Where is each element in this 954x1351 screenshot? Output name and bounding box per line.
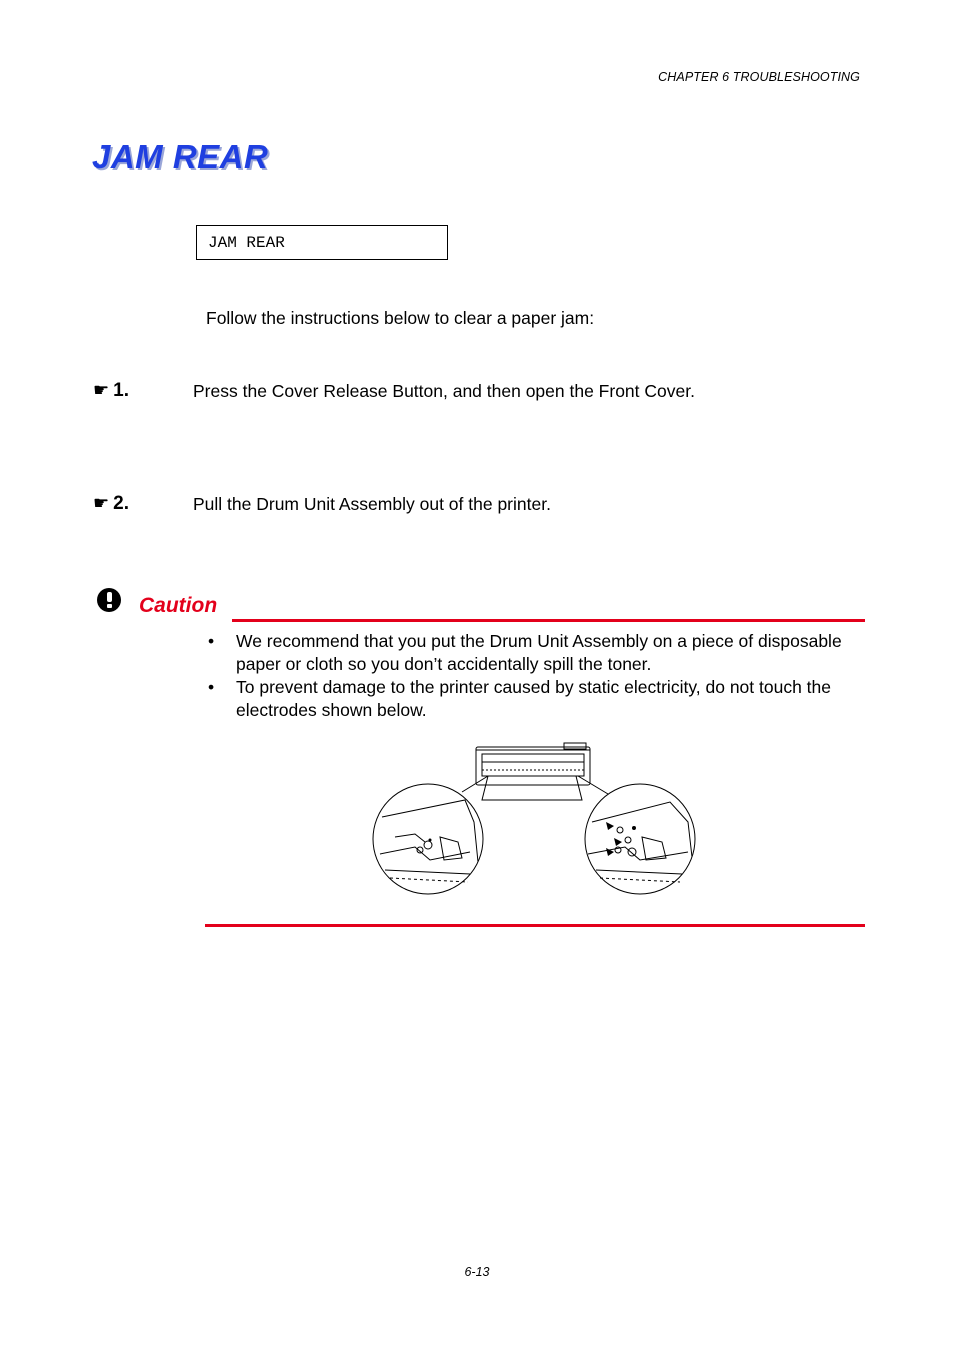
pointing-hand-icon: ☛ <box>93 493 110 513</box>
step-2-marker <box>93 493 129 515</box>
intro-text: Follow the instructions below to clear a paper jam: <box>206 308 595 328</box>
caution-item-1: • We recommend that you put the Drum Unit Assembly on a piece of disposable paper or cloth so you don’t accidentally spill the toner. <box>205 630 870 676</box>
electrodes-illustration <box>370 742 700 898</box>
step-1-marker <box>93 380 129 402</box>
pointing-hand-icon: ☛ <box>93 380 110 400</box>
caution-item-2: • To prevent damage to the printer caused by static electricity, do not touch the electrodes shown below. <box>205 676 870 722</box>
page-number: 6-13 <box>464 1265 490 1279</box>
step-2-text: Pull the Drum Unit Assembly out of the printer. <box>193 494 551 514</box>
lcd-message-box: JAM REAR <box>196 225 448 260</box>
step-1-text: Press the Cover Release Button, and then open the Front Cover. <box>193 381 695 401</box>
caution-list <box>205 630 870 722</box>
caution-rule-bottom <box>205 924 865 927</box>
caution-rule-top <box>232 619 865 622</box>
page-title: JAM REAR <box>92 138 269 175</box>
chapter-header: CHAPTER 6 TROUBLESHOOTING <box>658 70 860 84</box>
caution-title: Caution <box>139 594 218 617</box>
step-1-number: 1. <box>113 380 129 401</box>
exclamation-icon <box>97 588 121 612</box>
step-2-number: 2. <box>113 493 129 514</box>
